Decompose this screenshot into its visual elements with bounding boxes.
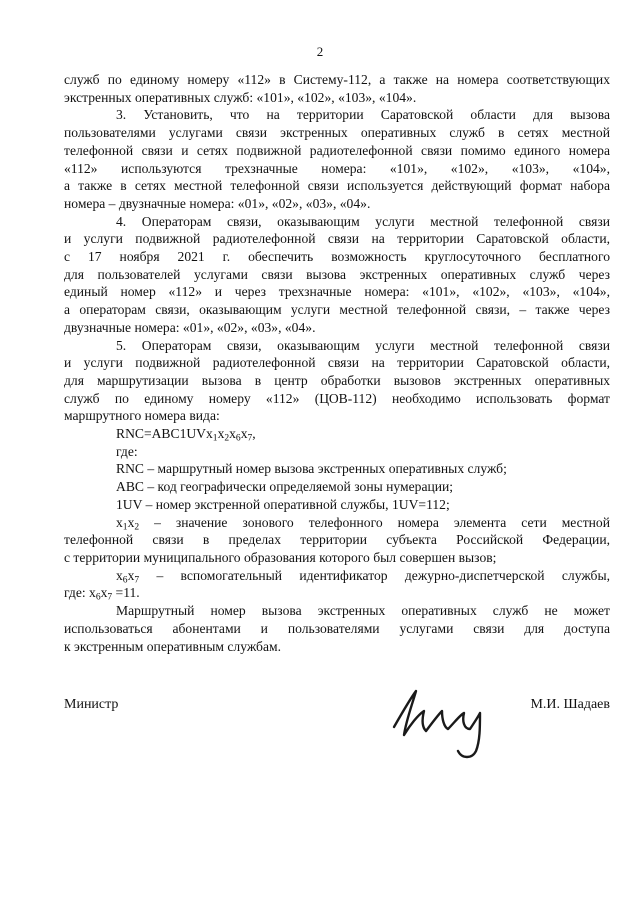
text-line: служб по единому номеру «112» (ЦОВ-112) необходимо использовать формат [64,390,610,406]
formula-var: x [89,585,96,601]
formula-sub: 7 [107,592,113,603]
definition-x6x7 [64,567,610,585]
document-body [64,71,610,655]
formula-sub: 7 [134,575,140,586]
page-number: 2 [316,44,324,59]
text-line: Маршрутный номер вызова экстренных оперативных служб не может [116,603,610,619]
formula-var: x [229,426,236,442]
text-line: для пользователей услугами связи вызова экстренных оперативных служб через [64,266,610,282]
formula-var: x [116,567,123,583]
formula-end: , [252,426,256,442]
formula-var: x [206,426,213,442]
definition-x1x2 [64,514,610,532]
text-line: 5. Операторам связи, оказывающим услуги местной телефонной связи [116,337,610,353]
handwritten-signature [388,683,498,763]
formula-var: x [100,585,108,601]
formula-var: x [240,426,248,442]
text-line: 1UV – номер экстренной оперативной службы, 1UV=112; [116,496,450,512]
text-line: 3. Установить, что на территории Саратовской области для вызова [116,107,610,123]
formula-main: RNC=ABC1UV [116,426,206,442]
text-line: телефонной связи в пределах территории субъекта Российской Федерации, [64,532,610,548]
text-line: маршрутного номера вида: [64,408,220,424]
formula-var: x [217,426,225,442]
text-line: ABC – код географически определяемой зоны нумерации; [116,479,454,495]
text-line: с 17 ноября 2021 г. обеспечить возможность круглосуточного бесплатного [64,249,610,265]
text-line: служб по единому номеру «112» в Систему-112, а также на номера соответствующих [64,72,610,87]
formula-sub: 1 [212,433,218,444]
text-line: телефонной связи и сетях подвижной радиотелефонной связи помимо единого номера [64,142,610,158]
text-line: «112» используются трехзначные номера: «101», «102», «103», «104», [64,160,610,176]
definition-text: – вспомогательный идентификатор дежурно-диспетчерской службы, [139,567,610,583]
formula-sub: 7 [247,433,253,444]
definition-text: где: [64,585,90,601]
text-line: пользователями услугами связи экстренных оперативных служб в сетях местной [64,125,610,141]
signature-block [64,697,610,757]
text-line: использоваться абонентами и пользователями услугами связи для доступа [64,620,610,636]
formula-var: x [116,514,123,530]
signer-role: Министр [64,697,119,712]
text-line: единый номер «112» и через трехзначные номера: «101», «102», «103», «104», [64,284,610,300]
formula-var: x [127,514,135,530]
definition-text: =11. [112,585,140,601]
text-line: с территории муниципального образования которого был совершен вызов; [64,549,497,565]
formula-sub: 2 [134,521,140,532]
formula-sub: 6 [122,575,128,586]
signer-name: М.И. Шадаев [530,697,610,712]
text-line: где: [116,443,138,459]
formula-sub: 6 [235,433,241,444]
text-line: а операторам связи, оказывающим услуги местной телефонной связи, – также через [64,302,610,318]
formula-sub: 2 [224,433,230,444]
text-line: для маршрутизации вызова в центр обработки вызовов экстренных оперативных [64,372,610,388]
text-line: номера – двузначные номера: «01», «02», «03», «04». [64,195,371,211]
text-line: RNC – маршрутный номер вызова экстренных оперативных служб; [116,461,507,477]
definition-value [64,584,610,602]
definition-text: – значение зонового телефонного номера элемента сети местной [139,514,610,530]
text-line: 4. Операторам связи, оказывающим услуги местной телефонной связи [116,213,610,229]
routing-number-formula [64,425,610,443]
formula-var: x [127,567,135,583]
text-line: и услуги подвижной радиотелефонной связи на территории Саратовской области, [64,355,610,371]
text-line: двузначные номера: «01», «02», «03», «04». [64,319,316,335]
text-line: к экстренным оперативным службам. [64,638,281,654]
text-line: экстренных оперативных служб: «101», «102», «103», «104». [64,89,417,105]
text-line: а также в сетях местной телефонной связи используется действующий формат набора [64,178,610,194]
text-line: и услуги подвижной радиотелефонной связи на территории Саратовской области, [64,231,610,247]
formula-sub: 1 [122,521,128,532]
formula-sub: 6 [95,592,101,603]
